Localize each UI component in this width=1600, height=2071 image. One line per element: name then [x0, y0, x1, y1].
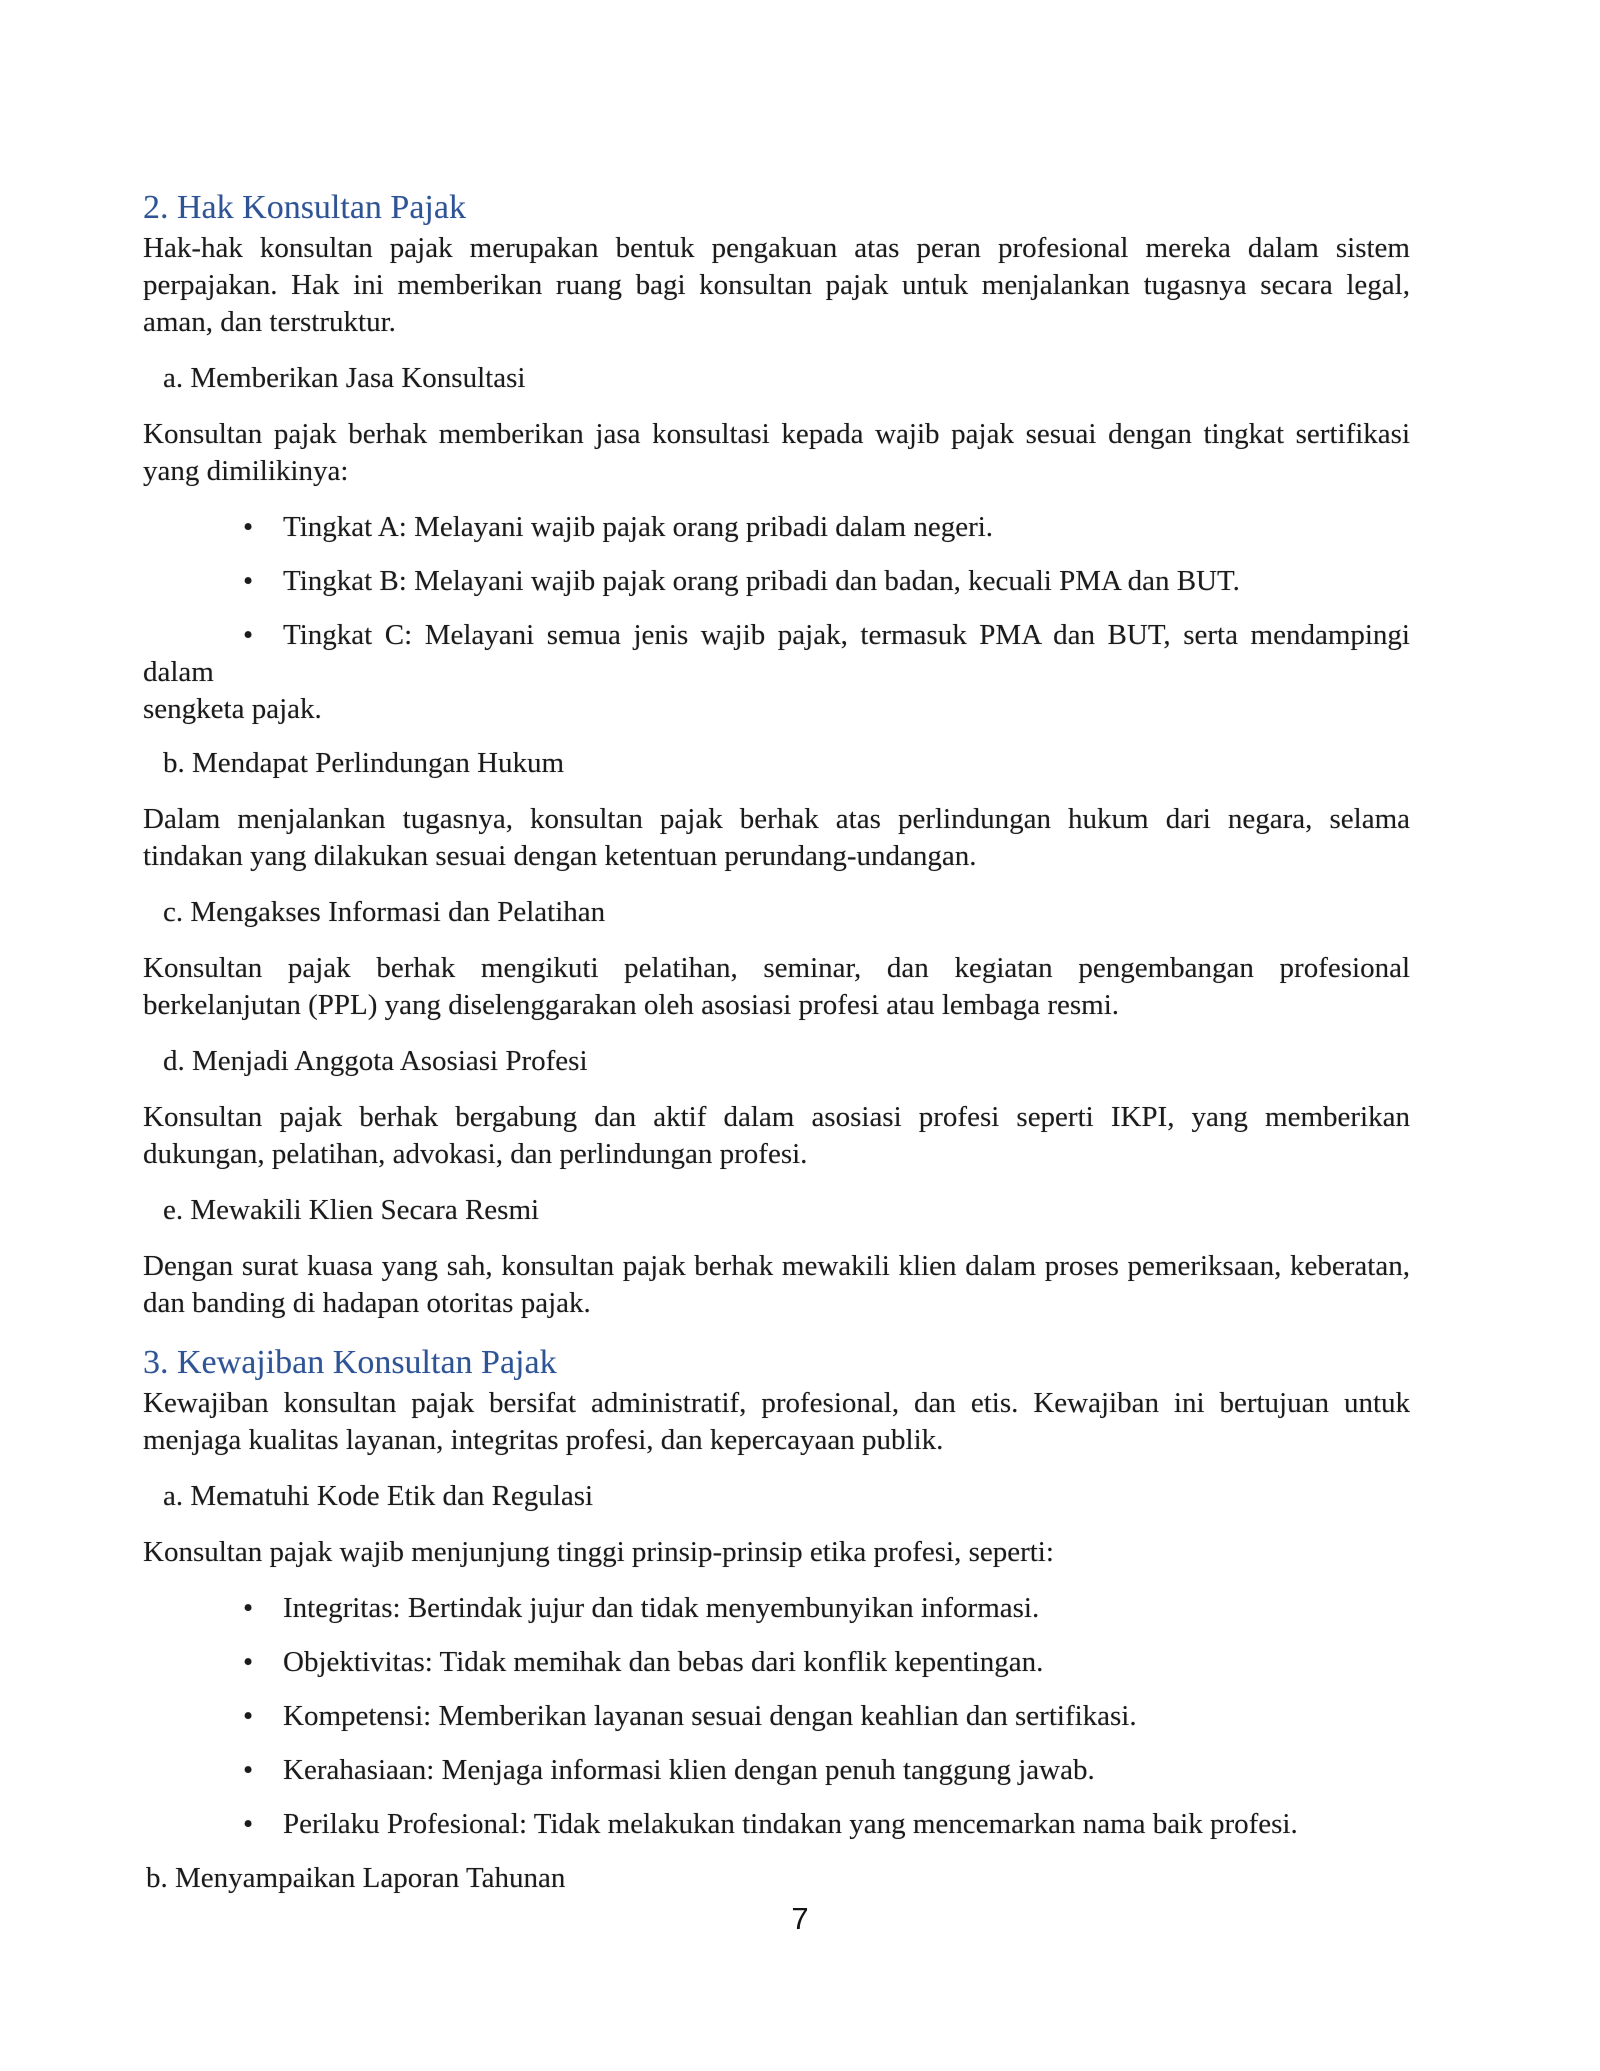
bullet-icon: • [243, 511, 254, 543]
section-heading: 3. Kewajiban Konsultan Pajak [143, 1344, 557, 1381]
bullet-item [143, 1644, 1410, 1681]
paragraph [143, 950, 1410, 1024]
paragraph [143, 1099, 1410, 1173]
bullet-item [143, 1698, 1410, 1735]
bullet-item [143, 1806, 1410, 1843]
bullet-text: Objektivitas: Tidak memihak dan bebas dari konflik kepentingan. [283, 1646, 1044, 1678]
bullet-icon: • [243, 1646, 254, 1678]
text-line: Hak-hak konsultan pajak merupakan bentuk pengakuan atas peran profesional mereka dalam sistem [143, 232, 1410, 264]
text-line: perpajakan. Hak ini memberikan ruang bagi konsultan pajak untuk menjalankan tugasnya secara legal, [143, 269, 1410, 301]
paragraph [143, 801, 1410, 875]
text-line: sengketa pajak. [143, 693, 322, 725]
bullet-icon: • [243, 1592, 254, 1624]
text-line [143, 509, 1410, 546]
text-line: Konsultan pajak berhak memberikan jasa konsultasi kepada wajib pajak sesuai dengan tingkat sertifikasi [143, 418, 1410, 450]
bullet-text: Perilaku Profesional: Tidak melakukan tindakan yang mencemarkan nama baik profesi. [283, 1808, 1298, 1840]
bullet-text: Tingkat C: Melayani semua jenis wajib pajak, termasuk PMA dan BUT, serta mendampingi dalam [143, 619, 1410, 688]
text-line: yang dimilikinya: [143, 455, 349, 487]
text-line: berkelanjutan (PPL) yang diselenggarakan oleh asosiasi profesi atau lembaga resmi. [143, 989, 1120, 1021]
bullet-icon: • [243, 1754, 254, 1786]
bullet-text: Tingkat A: Melayani wajib pajak orang pribadi dalam negeri. [283, 511, 994, 543]
sub-heading: c. Mengakses Informasi dan Pelatihan [163, 896, 606, 928]
bullet-item [143, 1752, 1410, 1789]
text-line: Dengan surat kuasa yang sah, konsultan pajak berhak mewakili klien dalam proses pemeriksaan, keberatan, [143, 1250, 1410, 1282]
text-line [143, 563, 1410, 600]
page-number: 7 [791, 1901, 809, 1936]
section-heading: 2. Hak Konsultan Pajak [143, 189, 466, 226]
text-line: dan banding di hadapan otoritas pajak. [143, 1287, 591, 1319]
document-content [143, 186, 1410, 1916]
sub-heading: b. Mendapat Perlindungan Hukum [163, 747, 565, 779]
text-line [143, 1644, 1410, 1681]
bullet-item [143, 617, 1410, 728]
bullet-item [143, 563, 1410, 600]
text-line: Konsultan pajak berhak mengikuti pelatihan, seminar, dan kegiatan pengembangan profesional [143, 952, 1410, 984]
text-line: menjaga kualitas layanan, integritas profesi, dan kepercayaan publik. [143, 1424, 944, 1456]
sub-heading: e. Mewakili Klien Secara Resmi [163, 1194, 540, 1226]
text-line: aman, dan terstruktur. [143, 306, 396, 338]
bullet-icon: • [243, 1808, 254, 1840]
text-line [143, 1752, 1410, 1789]
bullet-text: Tingkat B: Melayani wajib pajak orang pribadi dan badan, kecuali PMA dan BUT. [283, 565, 1240, 597]
bullet-icon: • [243, 619, 254, 651]
text-line [143, 1698, 1410, 1735]
bullet-item [143, 509, 1410, 546]
bullet-icon: • [243, 1700, 254, 1732]
paragraph [143, 230, 1410, 341]
text-line: dukungan, pelatihan, advokasi, dan perlindungan profesi. [143, 1138, 808, 1170]
text-line [143, 1590, 1410, 1627]
sub-heading: b. Menyampaikan Laporan Tahunan [146, 1862, 566, 1894]
text-line: Konsultan pajak berhak bergabung dan aktif dalam asosiasi profesi seperti IKPI, yang memberikan [143, 1101, 1410, 1133]
sub-heading: a. Mematuhi Kode Etik dan Regulasi [163, 1480, 594, 1512]
text-line: tindakan yang dilakukan sesuai dengan ketentuan perundang-undangan. [143, 840, 977, 872]
text-line [143, 617, 1410, 691]
paragraph [143, 416, 1410, 490]
text-line: Konsultan pajak wajib menjunjung tinggi prinsip-prinsip etika profesi, seperti: [143, 1536, 1054, 1568]
bullet-item [143, 1590, 1410, 1627]
text-line: Kewajiban konsultan pajak bersifat administratif, profesional, dan etis. Kewajiban ini bertujuan untuk [143, 1387, 1410, 1419]
paragraph [143, 1385, 1410, 1459]
bullet-icon: • [243, 565, 254, 597]
bullet-text: Integritas: Bertindak jujur dan tidak menyembunyikan informasi. [283, 1592, 1040, 1624]
bullet-text: Kompetensi: Memberikan layanan sesuai dengan keahlian dan sertifikasi. [283, 1700, 1137, 1732]
sub-heading: d. Menjadi Anggota Asosiasi Profesi [163, 1045, 588, 1077]
text-line [143, 1806, 1410, 1843]
paragraph [143, 1248, 1410, 1322]
bullet-text: Kerahasiaan: Menjaga informasi klien dengan penuh tanggung jawab. [283, 1754, 1095, 1786]
sub-heading: a. Memberikan Jasa Konsultasi [163, 362, 526, 394]
paragraph [143, 1534, 1410, 1571]
text-line: Dalam menjalankan tugasnya, konsultan pajak berhak atas perlindungan hukum dari negara, selama [143, 803, 1410, 835]
